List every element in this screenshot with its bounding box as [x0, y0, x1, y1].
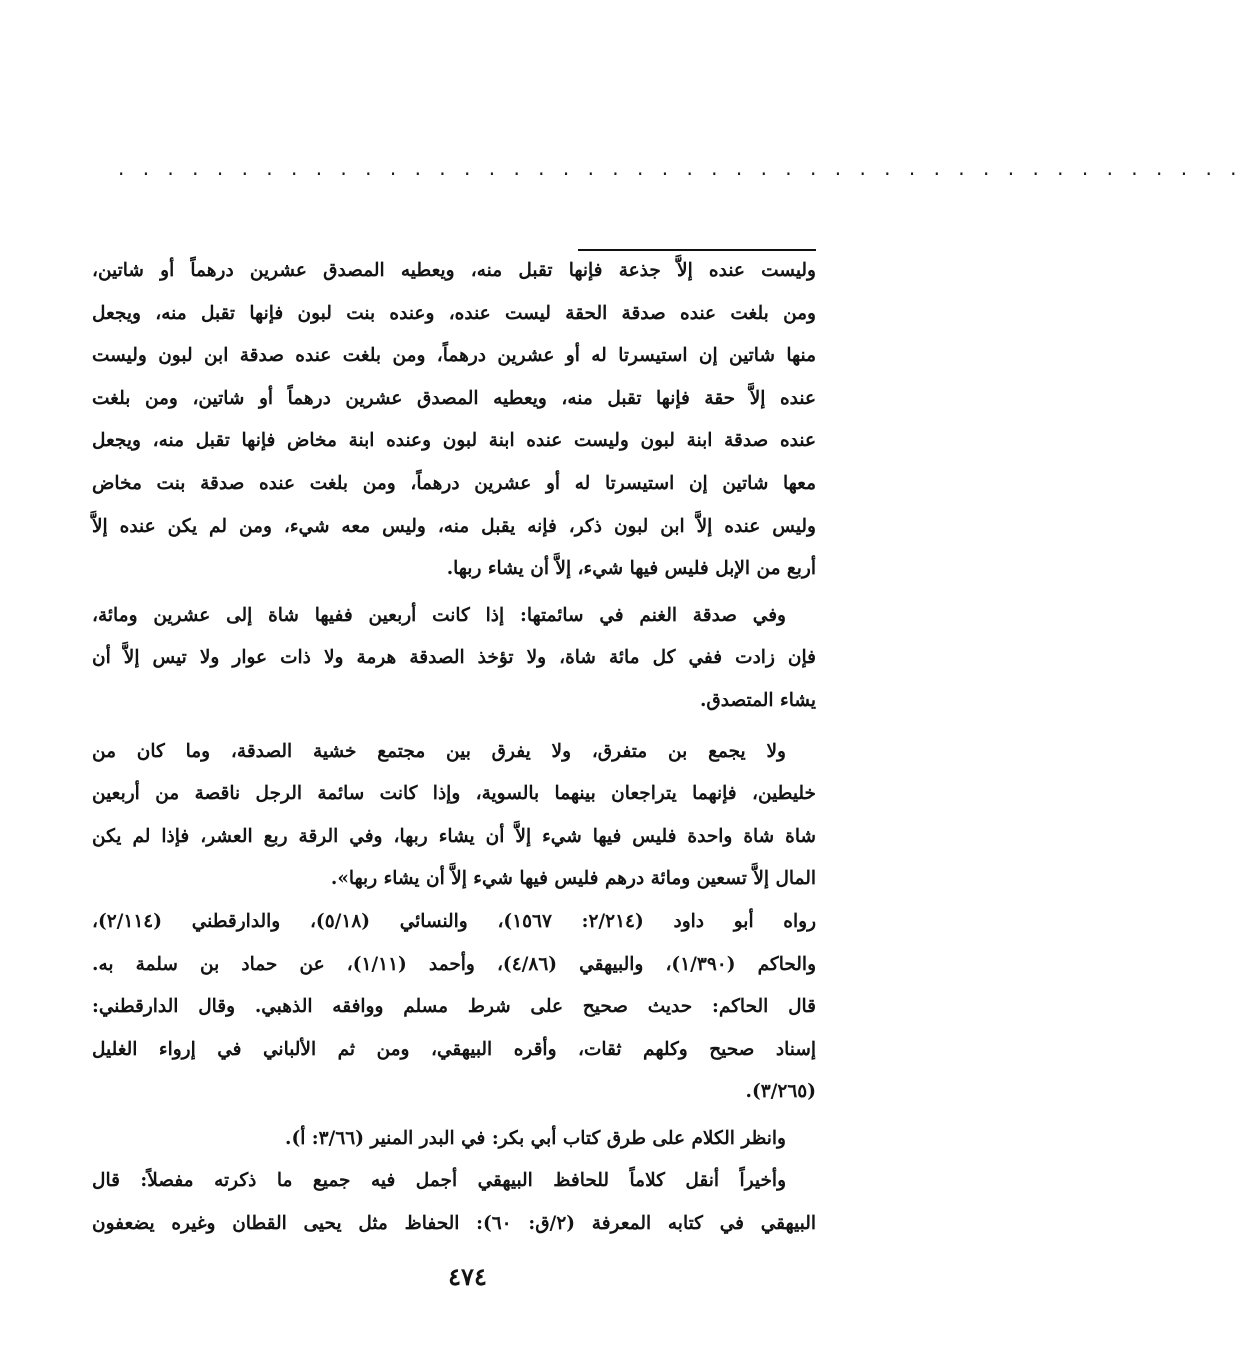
paragraph-mixed-herds	[92, 731, 816, 901]
text-line: عنده صدقة ابنة لبون وليست عنده ابنة لبون وعنده ابنة مخاض فإنها تقبل منه، ويجعل	[92, 430, 816, 452]
text-line: رواه أبو داود (٢/٢١٤: ١٥٦٧)، والنسائي (٥/١٨)، والدارقطني (٢/١١٤)،	[92, 910, 816, 932]
text-line: وأخيراً أنقل كلاماً للحافظ البيهقي أجمل فيه جميع ما ذكرته مفصلاً: قال	[92, 1170, 786, 1192]
text-line: المال إلاَّ تسعين ومائة درهم فليس فيها شيء إلاَّ أن يشاء ربها».	[330, 868, 816, 890]
text-line: (٣/٢٦٥).	[745, 1081, 816, 1103]
text-line: وفي صدقة الغنم في سائمتها: إذا كانت أربعين ففيها شاة إلى عشرين ومائة،	[92, 604, 786, 626]
text-line: وليست عنده إلاَّ جذعة فإنها تقبل منه، ويعطيه المصدق عشرين درهماً أو شاتين،	[92, 260, 816, 281]
text-line: والحاكم (١/٣٩٠)، والبيهقي (٤/٨٦)، وأحمد (١/١١)، عن حماد بن سلمة به.	[92, 953, 817, 975]
paragraph-sheep-zakat	[92, 595, 816, 723]
text-line: عنده إلاَّ حقة فإنها تقبل منه، ويعطيه المصدق عشرين درهماً أو شاتين، ومن بلغت	[92, 387, 816, 409]
paragraph-see-also	[92, 1118, 816, 1161]
paragraph-camel-zakat	[92, 250, 816, 591]
text-line: فإن زادت ففي كل مائة شاة، ولا تؤخذ الصدقة هرمة ولا ذات عوار ولا تيس إلاَّ أن	[92, 647, 816, 669]
separator-dots: . . . . . . . . . . . . . . . . . . . . . . . . . . . . . . . . . . . . . . . . . . . . . .	[118, 156, 1243, 180]
paragraph-takhrij	[92, 901, 816, 1114]
text-line: شاة شاة واحدة فليس فيها شيء إلاَّ أن يشاء ربها، وفي الرقة ربع العشر، فإذا لم يكن	[92, 825, 816, 847]
page-number: ٤٧٤	[448, 1262, 487, 1291]
text-line: إسناد صحيح وكلهم ثقات، وأقره البيهقي، ومن ثم الألباني في إرواء الغليل	[92, 1038, 816, 1060]
text-line: وليس عنده إلاَّ ابن لبون ذكر، فإنه يقبل منه، وليس معه شيء، ومن لم يكن عنده إلاَّ	[92, 515, 816, 537]
paragraph-bayhaqi-quote	[92, 1160, 816, 1245]
page-body	[92, 250, 816, 1246]
text-line: وانظر الكلام على طرق كتاب أبي بكر: في البدر المنير (٣/٦٦: أ).	[285, 1127, 786, 1149]
text-line: ولا يجمع بن متفرق، ولا يفرق بين مجتمع خشية الصدقة، وما كان من	[92, 740, 786, 762]
text-line: معها شاتين إن استيسرتا له أو عشرين درهماً، ومن بلغت عنده صدقة بنت مخاض	[92, 472, 816, 494]
text-line: خليطين، فإنهما يتراجعان بينهما بالسوية، وإذا كانت سائمة الرجل ناقصة من أربعين	[92, 783, 816, 805]
text-line: أربع من الإبل فليس فيها شيء، إلاَّ أن يشاء ربها.	[446, 558, 816, 580]
text-line: قال الحاكم: حديث صحيح على شرط مسلم ووافقه الذهبي. وقال الدارقطني:	[92, 996, 816, 1018]
text-line: منها شاتين إن استيسرتا له أو عشرين درهماً، ومن بلغت عنده صدقة ابن لبون وليست	[92, 345, 816, 367]
text-line: يشاء المتصدق.	[699, 689, 816, 711]
text-line: ومن بلغت عنده صدقة الحقة ليست عنده، وعنده بنت لبون فإنها تقبل منه، ويجعل	[92, 302, 816, 324]
text-line: البيهقي في كتابه المعرفة (٢/ق: ٦٠): الحفاظ مثل يحيى القطان وغيره يضعفون	[92, 1213, 816, 1235]
